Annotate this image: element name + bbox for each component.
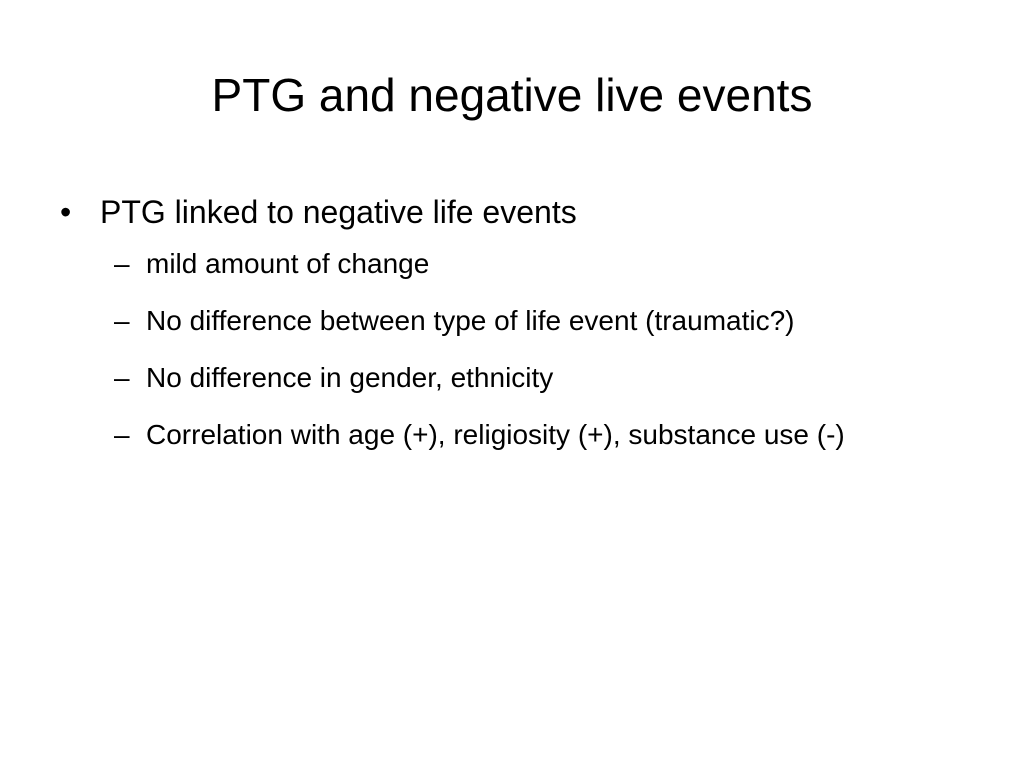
bullet-item xyxy=(56,190,976,234)
sub-bullet-marker: – xyxy=(114,305,130,336)
sub-bullet-marker: – xyxy=(114,419,130,450)
bullet-text: PTG linked to negative life events xyxy=(100,194,577,230)
sub-bullet-item xyxy=(56,356,976,400)
sub-bullet-text: No difference between type of life event (traumatic?) xyxy=(146,305,795,336)
sub-bullet-text: mild amount of change xyxy=(146,248,430,279)
sub-bullet-text: No difference in gender, ethnicity xyxy=(146,362,554,393)
sub-bullet-marker: – xyxy=(114,362,130,393)
sub-bullet-item xyxy=(56,242,976,286)
sub-bullet-list xyxy=(56,242,976,457)
slide-title: PTG and negative live events xyxy=(211,69,813,121)
bullet-marker: • xyxy=(60,194,72,230)
slide-content xyxy=(56,190,976,470)
sub-bullet-item xyxy=(56,413,976,457)
sub-bullet-item xyxy=(56,299,976,343)
sub-bullet-marker: – xyxy=(114,248,130,279)
sub-bullet-text: Correlation with age (+), religiosity (+), substance use (-) xyxy=(146,419,845,450)
